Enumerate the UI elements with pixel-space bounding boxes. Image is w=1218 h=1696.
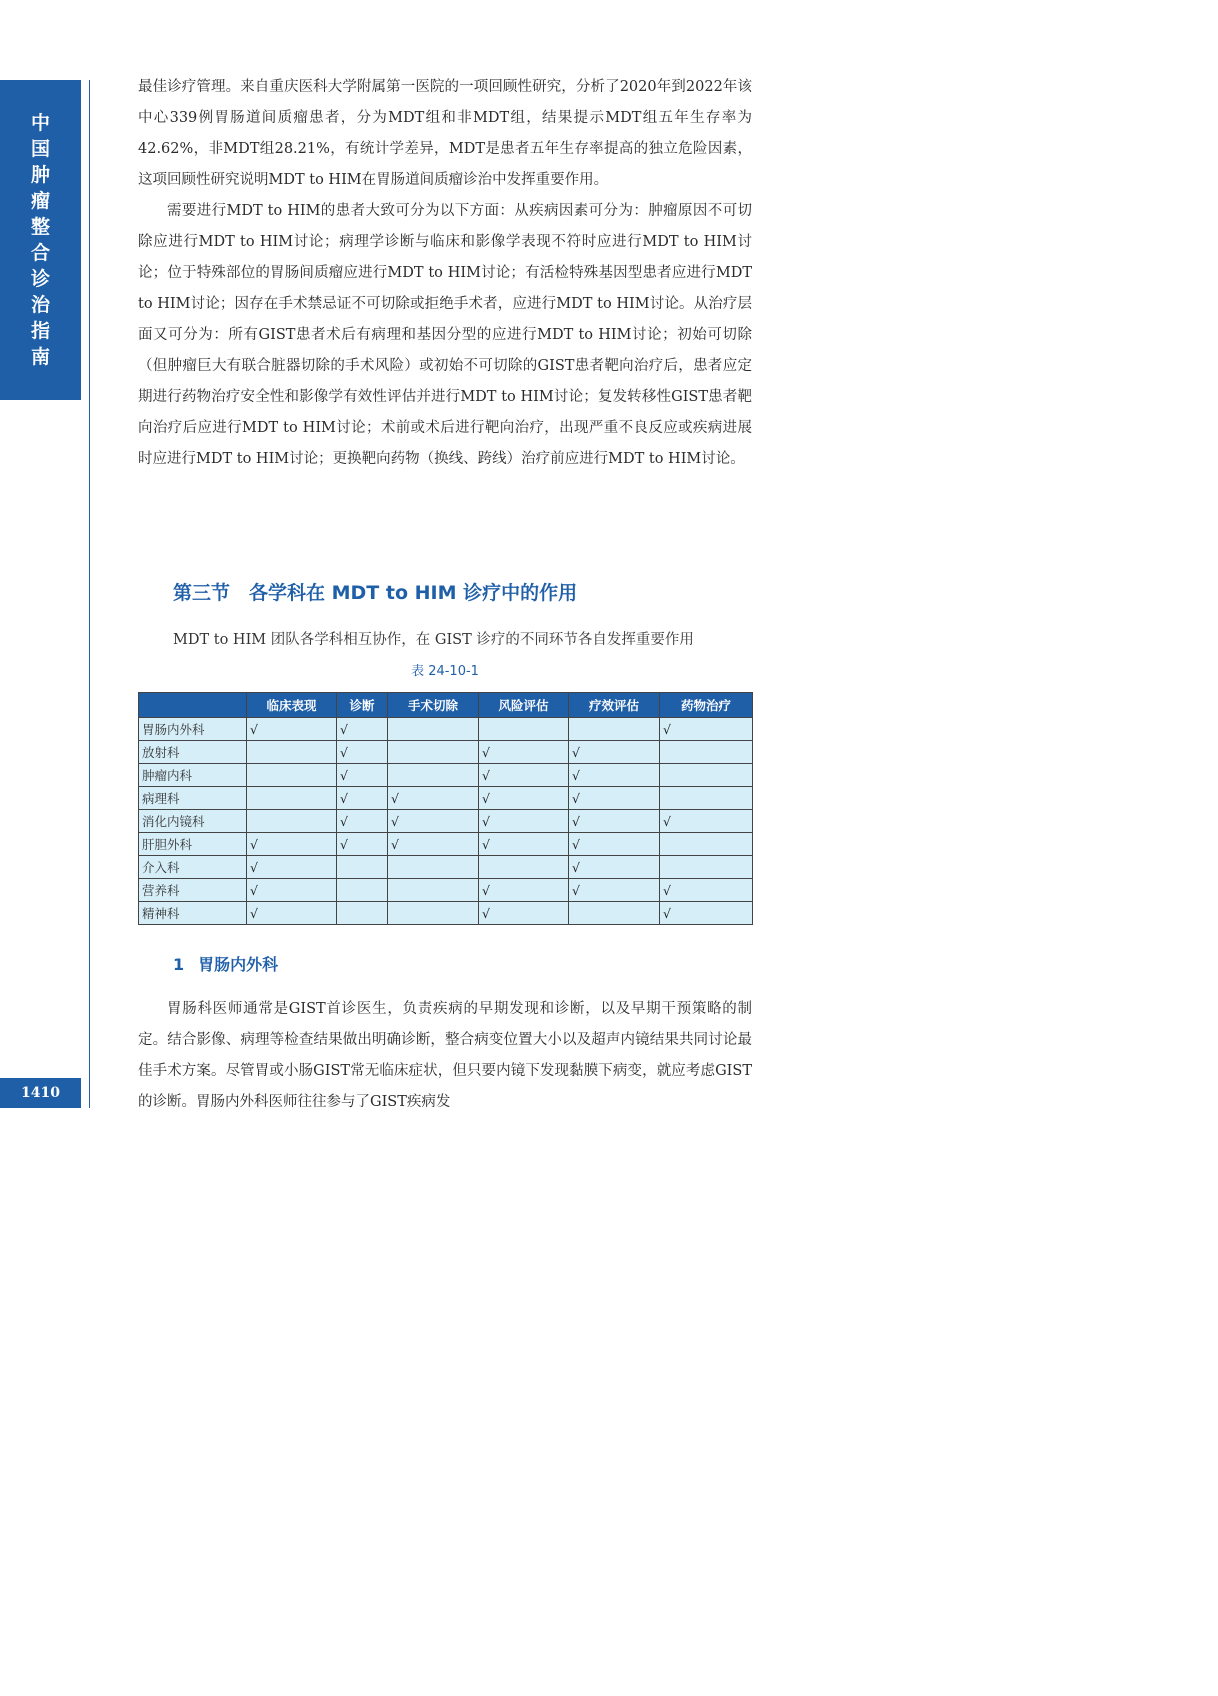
department-cell: 肝胆外科 <box>139 833 247 856</box>
check-cell: √ <box>388 787 479 810</box>
check-cell <box>337 856 388 879</box>
book-title-char: 瘤 <box>30 190 50 212</box>
check-cell: √ <box>569 833 660 856</box>
check-cell: √ <box>388 810 479 833</box>
book-title-char: 南 <box>30 346 50 368</box>
table-row <box>139 810 753 833</box>
check-cell <box>337 879 388 902</box>
check-cell: √ <box>479 833 569 856</box>
table-row <box>139 856 753 879</box>
check-cell: √ <box>337 764 388 787</box>
table-header: 风险评估 <box>479 693 569 718</box>
check-cell <box>660 741 753 764</box>
check-cell <box>388 879 479 902</box>
check-cell <box>388 741 479 764</box>
book-title-char: 整 <box>30 216 50 238</box>
table-row <box>139 718 753 741</box>
table-header-row <box>139 693 753 718</box>
department-cell: 胃肠内外科 <box>139 718 247 741</box>
check-cell: √ <box>569 879 660 902</box>
check-cell: √ <box>337 741 388 764</box>
check-cell: √ <box>660 902 753 925</box>
check-cell: √ <box>660 810 753 833</box>
department-cell: 营养科 <box>139 879 247 902</box>
check-cell: √ <box>337 787 388 810</box>
book-title <box>0 110 81 370</box>
department-cell: 介入科 <box>139 856 247 879</box>
check-cell <box>388 902 479 925</box>
check-cell: √ <box>247 902 337 925</box>
discipline-role-table <box>138 692 753 925</box>
table-header: 手术切除 <box>388 693 479 718</box>
check-cell: √ <box>479 741 569 764</box>
check-cell: √ <box>660 718 753 741</box>
check-cell <box>479 856 569 879</box>
book-title-char: 指 <box>30 320 50 342</box>
book-title-tab <box>0 80 81 400</box>
paragraph: 需要进行MDT to HIM的患者大致可分为以下方面：从疾病因素可分为：肿瘤原因不可切除应进行MDT to HIM讨论；病理学诊断与临床和影像学表现不符时应进行MDT to HIM讨论；位于特殊部位的胃肠间质瘤应进行MDT to HIM讨论；有活检特殊基因型患者应进行MDT to HIM讨论；因存在手术禁忌证不可切除或拒绝手术者，应进行MDT to HIM讨论。从治疗层面又可分为：所有GIST患者术后有病理和基因分型的应进行MDT to HIM讨论；初始可切除（但肿瘤巨大有联合脏器切除的手术风险）或初始不可切除的GIST患者靶向治疗后，患者应定期进行药物治疗安全性和影像学有效性评估并进行MDT to HIM讨论；复发转移性GIST患者靶向治疗后应进行MDT to HIM讨论；术前或术后进行靶向治疗，出现严重不良反应或疾病进展时应进行MDT to HIM讨论；更换靶向药物（换线、跨线）治疗前应进行MDT to HIM讨论。 <box>138 203 752 467</box>
department-cell: 病理科 <box>139 787 247 810</box>
subsection-number: 1 <box>173 955 185 974</box>
department-cell: 肿瘤内科 <box>139 764 247 787</box>
check-cell <box>247 787 337 810</box>
check-cell: √ <box>247 856 337 879</box>
check-cell: √ <box>479 879 569 902</box>
book-title-char: 诊 <box>30 268 50 290</box>
check-cell <box>247 764 337 787</box>
table-row <box>139 787 753 810</box>
check-cell <box>479 718 569 741</box>
check-cell <box>388 764 479 787</box>
check-cell <box>388 856 479 879</box>
check-cell: √ <box>247 879 337 902</box>
table-header: 疗效评估 <box>569 693 660 718</box>
body-text-top <box>138 72 752 475</box>
check-cell: √ <box>388 833 479 856</box>
department-cell: 消化内镜科 <box>139 810 247 833</box>
check-cell: √ <box>337 810 388 833</box>
check-cell <box>569 718 660 741</box>
check-cell <box>247 810 337 833</box>
table-header: 诊断 <box>337 693 388 718</box>
book-title-char: 国 <box>30 138 50 160</box>
check-cell: √ <box>569 741 660 764</box>
check-cell <box>247 741 337 764</box>
check-cell: √ <box>479 810 569 833</box>
table-header: 药物治疗 <box>660 693 753 718</box>
check-cell: √ <box>247 718 337 741</box>
check-cell: √ <box>479 902 569 925</box>
book-title-char: 中 <box>30 112 50 134</box>
check-cell: √ <box>337 718 388 741</box>
section-title: 第三节 各学科在 MDT to HIM 诊疗中的作用 <box>173 582 578 604</box>
margin-rule <box>89 80 90 1108</box>
department-cell: 精神科 <box>139 902 247 925</box>
check-cell <box>337 902 388 925</box>
table-row <box>139 833 753 856</box>
table-caption: 表 24-10-1 <box>411 664 479 679</box>
check-cell <box>388 718 479 741</box>
check-cell: √ <box>337 833 388 856</box>
paragraph: 胃肠科医师通常是GIST首诊医生，负责疾病的早期发现和诊断，以及早期干预策略的制定。结合影像、病理等检查结果做出明确诊断，整合病变位置大小以及超声内镜结果共同讨论最佳手术方案。尽管胃或小肠GIST常无临床症状，但只要内镜下发现黏膜下病变，就应考虑GIST的诊断。胃肠内外科医师往往参与了GIST疾病发 <box>138 1001 752 1110</box>
table-header: 临床表现 <box>247 693 337 718</box>
subsection-heading <box>173 952 278 975</box>
check-cell: √ <box>660 879 753 902</box>
check-cell <box>569 902 660 925</box>
department-cell: 放射科 <box>139 741 247 764</box>
body-text-bottom <box>138 994 752 1118</box>
page-number: 1410 <box>0 1078 81 1108</box>
table-row <box>139 764 753 787</box>
check-cell: √ <box>479 764 569 787</box>
table-row <box>139 879 753 902</box>
check-cell: √ <box>247 833 337 856</box>
book-title-char: 肿 <box>30 164 50 186</box>
check-cell: √ <box>569 787 660 810</box>
table-row <box>139 741 753 764</box>
table-header <box>139 693 247 718</box>
paragraph: 最佳诊疗管理。来自重庆医科大学附属第一医院的一项回顾性研究，分析了2020年到2022年该中心339例胃肠道间质瘤患者，分为MDT组和非MDT组，结果提示MDT组五年生存率为42.62%，非MDT组28.21%，有统计学差异，MDT是患者五年生存率提高的独立危险因素，这项回顾性研究说明MDT to HIM在胃肠道间质瘤诊治中发挥重要作用。 <box>138 79 752 188</box>
book-title-char: 治 <box>30 294 50 316</box>
check-cell <box>660 856 753 879</box>
check-cell: √ <box>569 810 660 833</box>
table-row <box>139 902 753 925</box>
check-cell <box>660 833 753 856</box>
check-cell: √ <box>569 856 660 879</box>
check-cell <box>660 787 753 810</box>
section-intro: MDT to HIM 团队各学科相互协作，在 GIST 诊疗的不同环节各自发挥重要作用 <box>173 632 694 648</box>
check-cell: √ <box>479 787 569 810</box>
subsection-title: 胃肠内外科 <box>198 955 279 974</box>
check-cell: √ <box>569 764 660 787</box>
book-title-char: 合 <box>30 242 50 264</box>
check-cell <box>660 764 753 787</box>
